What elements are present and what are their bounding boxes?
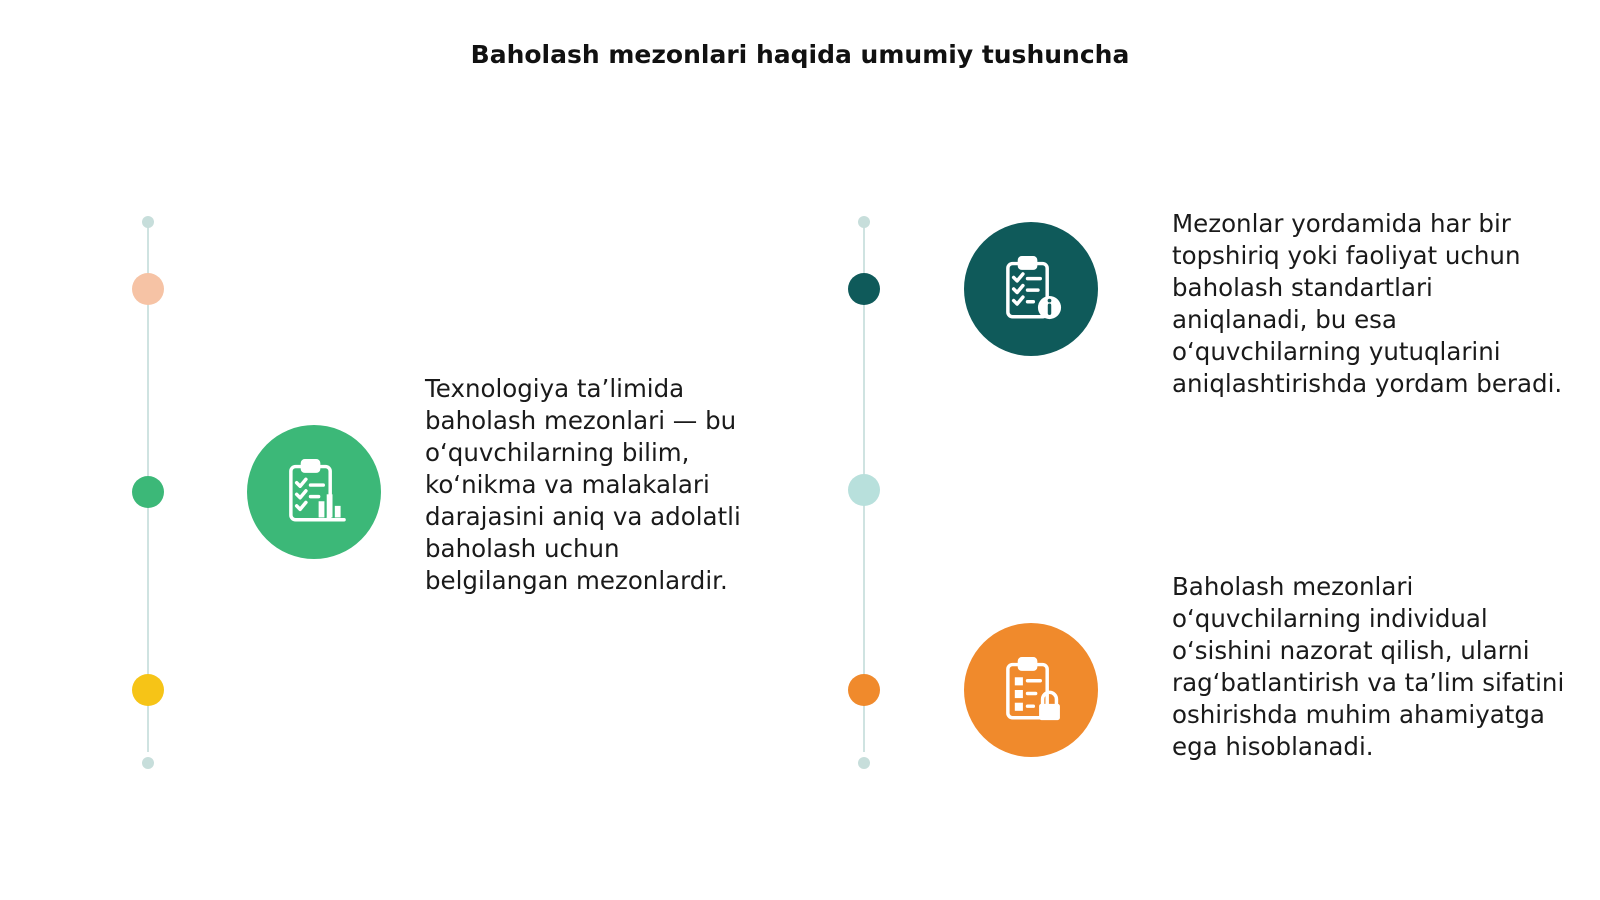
- clipboard-lock-icon: [964, 623, 1098, 757]
- timeline-end-dot: [142, 757, 154, 769]
- timeline-dot-green: [132, 476, 164, 508]
- timeline-dot-orange: [848, 674, 880, 706]
- timeline-dot-light-teal: [848, 474, 880, 506]
- item-text: Baholash mezonlari o‘quvchilarning individual o‘sishini nazorat qilish, ularni rag‘batlantirish va ta’lim sifatini oshirishda muhim ahamiyatga ega hisoblanadi.: [1172, 572, 1565, 761]
- timeline-dot-teal: [848, 273, 880, 305]
- clipboard-info-icon: [964, 222, 1098, 356]
- item-text: Texnologiya ta’limida baholash mezonlari — bu o‘quvchilarning bilim, ko‘nikma va malakalari darajasini aniq va adolatli baholash uchun belgilangan mezonlardir.: [425, 374, 741, 595]
- clipboard-chart-icon: [247, 425, 381, 559]
- page-title: Baholash mezonlari haqida umumiy tushuncha: [470, 40, 1130, 69]
- timeline-dot-yellow: [132, 674, 164, 706]
- timeline-start-dot: [142, 216, 154, 228]
- item-text: Mezonlar yordamida har bir topshiriq yoki faoliyat uchun baholash standartlari aniqlanadi, bu esa o‘quvchilarning yutuqlarini aniqlashtirishda yordam beradi.: [1172, 209, 1563, 398]
- timeline-start-dot: [858, 216, 870, 228]
- timeline-end-dot: [858, 757, 870, 769]
- timeline-dot-peach: [132, 273, 164, 305]
